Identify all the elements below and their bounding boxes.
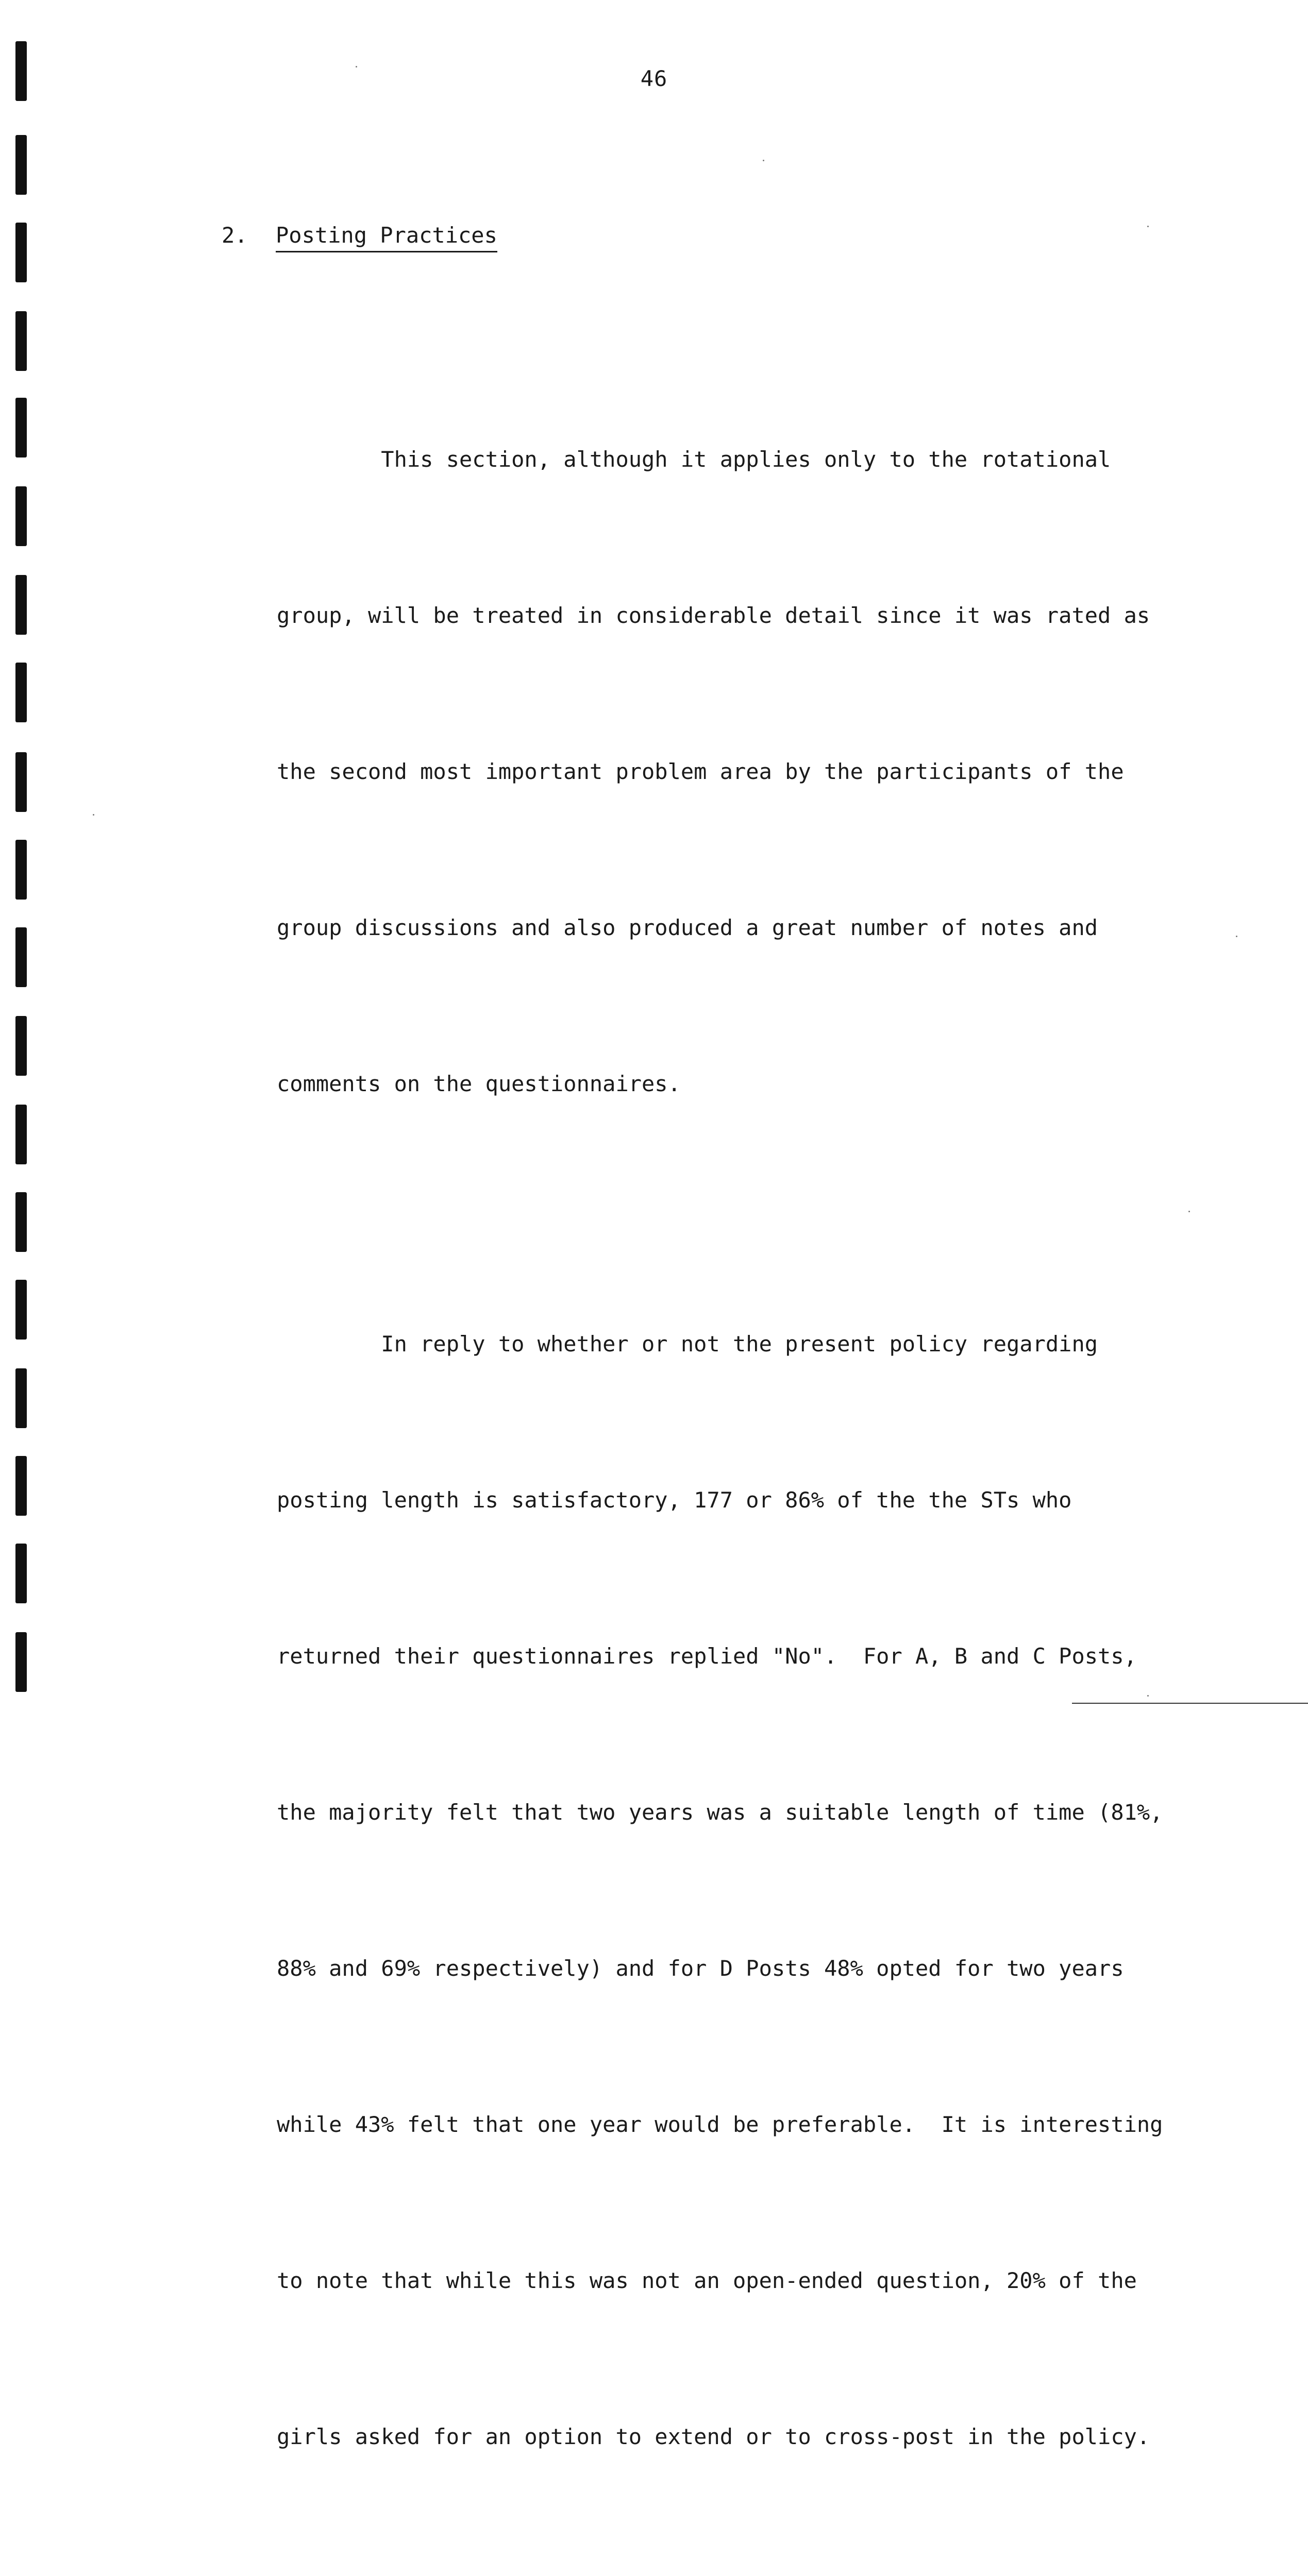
body-text — [277, 277, 1173, 2576]
text-line: 88% and 69% respectively) and for D Posts 48% opted for two years — [277, 1956, 1124, 1981]
binder-punch-mark — [15, 1632, 27, 1692]
binder-punch-mark — [15, 1544, 27, 1603]
bottom-edge-line — [1072, 1703, 1308, 1704]
scan-speck — [1236, 936, 1237, 937]
text-line: group, will be treated in considerable detail since it was rated as — [277, 603, 1150, 628]
binder-punch-mark — [15, 1368, 27, 1428]
scan-speck — [93, 814, 94, 816]
binder-punch-strip — [11, 0, 32, 1720]
text-line: posting length is satisfactory, 177 or 86% of the the STs who — [277, 1487, 1072, 1513]
binder-punch-mark — [15, 927, 27, 987]
binder-punch-mark — [15, 486, 27, 546]
text-line: girls asked for an option to extend or to cross-post in the policy. — [277, 2424, 1150, 2449]
binder-punch-mark — [15, 575, 27, 635]
binder-punch-mark — [15, 1016, 27, 1076]
scan-speck — [356, 66, 357, 67]
text-line: group discussions and also produced a great number of notes and — [277, 915, 1098, 940]
text-line: In reply to whether or not the present policy regarding — [277, 1331, 1098, 1357]
binder-punch-mark — [15, 398, 27, 457]
scan-speck — [1147, 1695, 1149, 1697]
scan-speck — [1147, 226, 1149, 227]
section-number: 2. — [222, 223, 248, 248]
binder-punch-mark — [15, 663, 27, 722]
text-line: comments on the questionnaires. — [277, 1071, 681, 1096]
binder-punch-mark — [15, 1192, 27, 1252]
scan-speck — [763, 160, 764, 161]
binder-punch-mark — [15, 135, 27, 195]
section-title: Posting Practices — [276, 223, 497, 252]
text-line: to note that while this was not an open-ended question, 20% of the — [277, 2268, 1137, 2293]
text-line: returned their questionnaires replied "No". For A, B and C Posts, — [277, 1643, 1137, 1669]
binder-punch-mark — [15, 311, 27, 371]
binder-punch-mark — [15, 1105, 27, 1164]
binder-punch-mark — [15, 840, 27, 900]
binder-punch-mark — [15, 752, 27, 812]
page-number: 46 — [640, 66, 668, 91]
binder-punch-mark — [15, 223, 27, 282]
binder-punch-mark — [15, 1280, 27, 1340]
binder-punch-mark — [15, 1456, 27, 1516]
text-line: This section, although it applies only to the rotational — [277, 447, 1111, 472]
scan-speck — [1188, 1211, 1190, 1212]
text-line: the majority felt that two years was a suitable length of time (81%, — [277, 1800, 1163, 1825]
section-heading — [222, 223, 497, 252]
text-line: while 43% felt that one year would be preferable. It is interesting — [277, 2112, 1163, 2137]
text-line: the second most important problem area by the participants of the — [277, 759, 1124, 784]
